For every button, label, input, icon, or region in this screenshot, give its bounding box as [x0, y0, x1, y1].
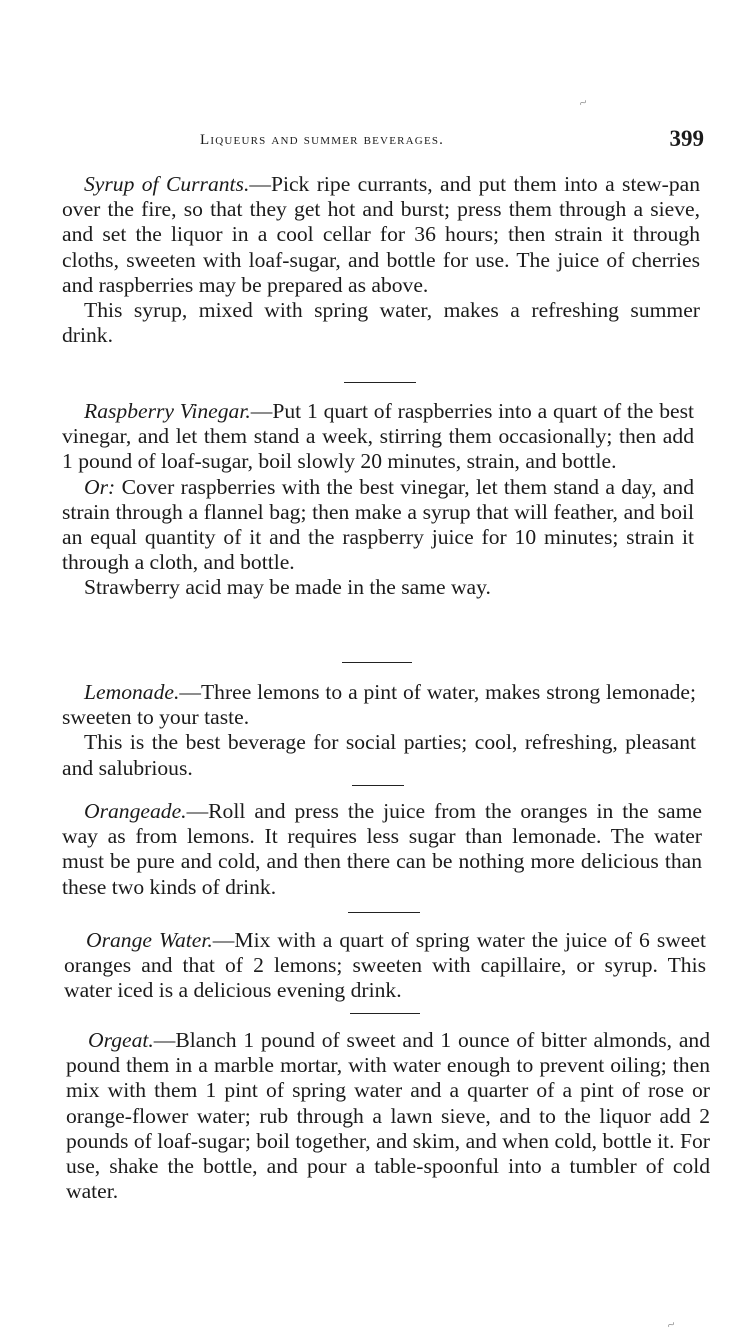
recipe-title: Syrup of Currants.: [84, 172, 250, 196]
recipe-text: —Put 1 quart of raspberries into a quart of the best vinegar, and let them stand a week, stirring them occasionally; then add 1 pound of loaf-sugar, boil slowly 20 minutes, strain, and bottle.: [62, 399, 695, 474]
section-divider: [344, 382, 416, 383]
recipe-paragraph: [62, 680, 696, 730]
section-orange-water: [64, 928, 706, 1004]
section-lemonade: [62, 680, 696, 781]
section-divider: [352, 785, 404, 786]
or-label: Or:: [84, 474, 116, 499]
recipe-paragraph: [66, 1028, 710, 1204]
recipe-title: Raspberry Vinegar.: [84, 399, 251, 423]
recipe-text: —Roll and press the juice from the oranges in the same way as from lemons. It requires less sugar than lemonade. The water must be pure and cold, and then there can be nothing more delicious than these two kinds of drink.: [62, 799, 702, 899]
section-divider: [350, 1013, 420, 1014]
recipe-text: This is the best beverage for social parties; cool, refreshing, pleasant and salubrious.: [62, 730, 696, 780]
section-divider: [342, 662, 412, 663]
ink-smudge-icon: ~: [664, 1317, 679, 1334]
recipe-paragraph: [62, 298, 700, 348]
recipe-title: Orgeat.: [88, 1028, 154, 1052]
recipe-paragraph: [62, 575, 694, 600]
recipe-paragraph: [62, 399, 694, 475]
recipe-title: Orangeade.: [84, 799, 187, 823]
section-orgeat: [66, 1028, 710, 1204]
recipe-text: Cover raspberries with the best vinegar, let them stand a day, and strain through a flannel bag; then make a syrup that will feather, and boil an equal quantity of it and the raspberry juice for 10 minutes; strain it through a cloth, and bottle.: [62, 474, 694, 575]
recipe-paragraph: [64, 928, 706, 1004]
recipe-paragraph: [62, 172, 700, 298]
section-syrup-of-currants: [62, 172, 700, 348]
recipe-paragraph: [62, 730, 696, 780]
section-orangeade: [62, 799, 702, 900]
section-raspberry-vinegar: [62, 399, 694, 601]
running-title: Liqueurs and summer beverages.: [200, 132, 445, 148]
recipe-paragraph: [62, 475, 694, 576]
recipe-title: Lemonade.: [84, 680, 180, 704]
recipe-paragraph: [62, 799, 702, 900]
running-head: [200, 126, 704, 152]
recipe-text: This syrup, mixed with spring water, makes a refreshing summer drink.: [62, 298, 700, 348]
recipe-text: —Pick ripe currants, and put them into a stew-pan over the fire, so that they get hot and burst; press them through a sieve, and set the liquor in a cool cellar for 36 hours; then strain it through cloths, sweeten with loaf-sugar, and bottle for use. The juice of cherries and raspberries may be prepared as above.: [62, 172, 701, 297]
page-number: 399: [669, 126, 704, 151]
recipe-text: —Three lemons to a pint of water, makes strong lemonade; sweeten to your taste.: [62, 680, 696, 730]
section-divider: [348, 912, 420, 913]
recipe-text: —Mix with a quart of spring water the juice of 6 sweet oranges and that of 2 lemons; sweeten with capillaire, or syrup. This water iced is a delicious evening drink.: [64, 928, 706, 1003]
recipe-text: Strawberry acid may be made in the same way.: [84, 575, 491, 600]
recipe-title: Orange Water.: [86, 928, 213, 952]
recipe-text: —Blanch 1 pound of sweet and 1 ounce of bitter almonds, and pound them in a marble mortar, with water enough to prevent oiling; then mix with them 1 pint of spring water and a quarter of a pint of rose or orange-flower water; rub through a lawn sieve, and to the liquor add 2 pounds of loaf-sugar; boil together, and skim, and when cold, bottle it. For use, shake the bottle, and pour a table-spoonful into a tumbler of cold water.: [66, 1028, 710, 1204]
ink-smudge-icon: ~: [576, 95, 591, 112]
